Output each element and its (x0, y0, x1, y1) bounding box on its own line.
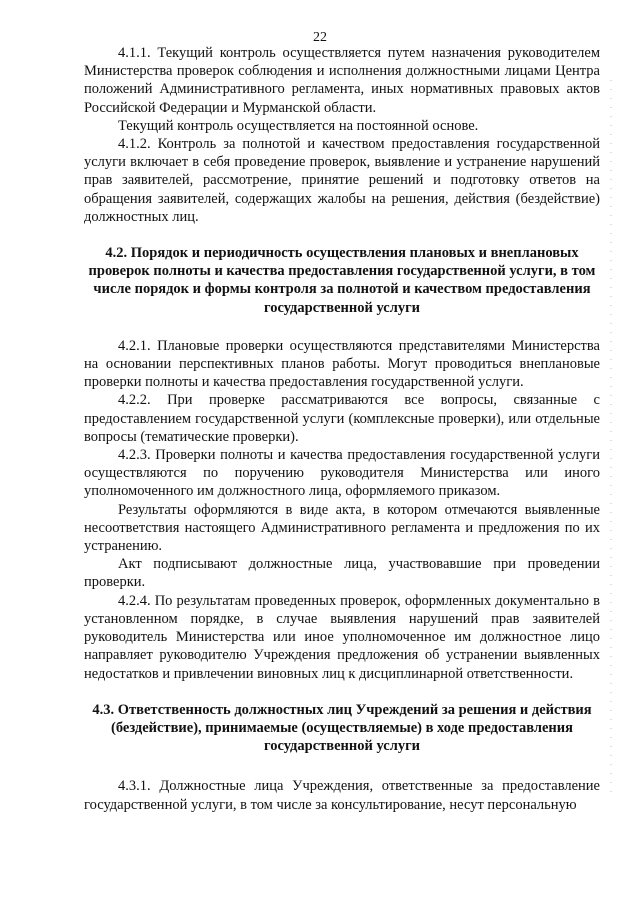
paragraph-4-2-3: 4.2.3. Проверки полноты и качества предоставления государственной услуги осуществляются по поручению руководителя Министерства или иного уполномоченного им должностного лица, оформляемого приказом. (84, 447, 600, 500)
paragraph-current-control: Текущий контроль осуществляется на постоянной основе. (118, 117, 479, 134)
paragraph-act: Акт подписывают должностные лица, участвовавшие при проведении проверки. (84, 556, 600, 591)
paragraph-4-1-2: 4.1.2. Контроль за полнотой и качеством предоставления государственной услуги включает в себя проведение проверок, выявление и устранение нарушений прав заявителей, рассмотрение, принятие решений и подготовку ответов на обращения заявителей, содержащих жалобы на решения, действия (бездействие) должностных лиц. (84, 136, 600, 225)
page-number: 22 (313, 30, 327, 45)
paragraph-4-2-1: 4.2.1. Плановые проверки осуществляются представителями Министерства на основании перспективных планов работы. Могут проводиться внеплановые проверки полноты и качества предоставления государственной услуги. (84, 337, 600, 391)
spacer (84, 683, 600, 701)
section-heading-4-3: 4.3. Ответственность должностных лиц Учреждений за решения и действия (бездействие), принимаемые (осуществляемые) в ходе предоставления государственной услуги (92, 701, 592, 755)
paragraph-4-2-4: 4.2.4. По результатам проведенных проверок, оформленных документально в установленном порядке, в случае выявления нарушений прав заявителей руководитель Министерства или иное уполномоченное им должностное лицо направляет руководителю Учреждения предложения об устранении выявленных недостатков и привлечении виновных лиц к дисциплинарной ответственности. (84, 592, 600, 682)
paragraph-4-3-1: 4.3.1. Должностные лица Учреждения, ответственные за предоставление государственной услуги, в том числе за консультирование, несут персональную (84, 778, 600, 813)
spacer (84, 317, 600, 337)
paragraph-results: Результаты оформляются в виде акта, в котором отмечаются выявленные несоответствия настоящего Административного регламента и предложения по их устранению. (84, 501, 600, 555)
scan-margin-marks (610, 80, 612, 800)
spacer (84, 226, 600, 244)
section-heading-4-2: 4.2. Порядок и периодичность осуществления плановых и внеплановых проверок полноты и качества предоставления государственной услуги, в том числе порядок и формы контроля за полнотой и качеством предоставления государственной услуги (88, 245, 596, 316)
document-body (84, 44, 600, 814)
paragraph-4-1-1: 4.1.1. Текущий контроль осуществляется путем назначения руководителем Министерства проверок соблюдения и исполнения должностными лицами Центра положений Административного регламента, иных нормативных правовых актов Российской Федерации и Мурманской области. (84, 45, 600, 116)
spacer (84, 755, 600, 777)
paragraph-4-2-2: 4.2.2. При проверке рассматриваются все вопросы, связанные с предоставлением государственной услуги (комплексные проверки), или отдельные вопросы (тематические проверки). (84, 392, 600, 445)
